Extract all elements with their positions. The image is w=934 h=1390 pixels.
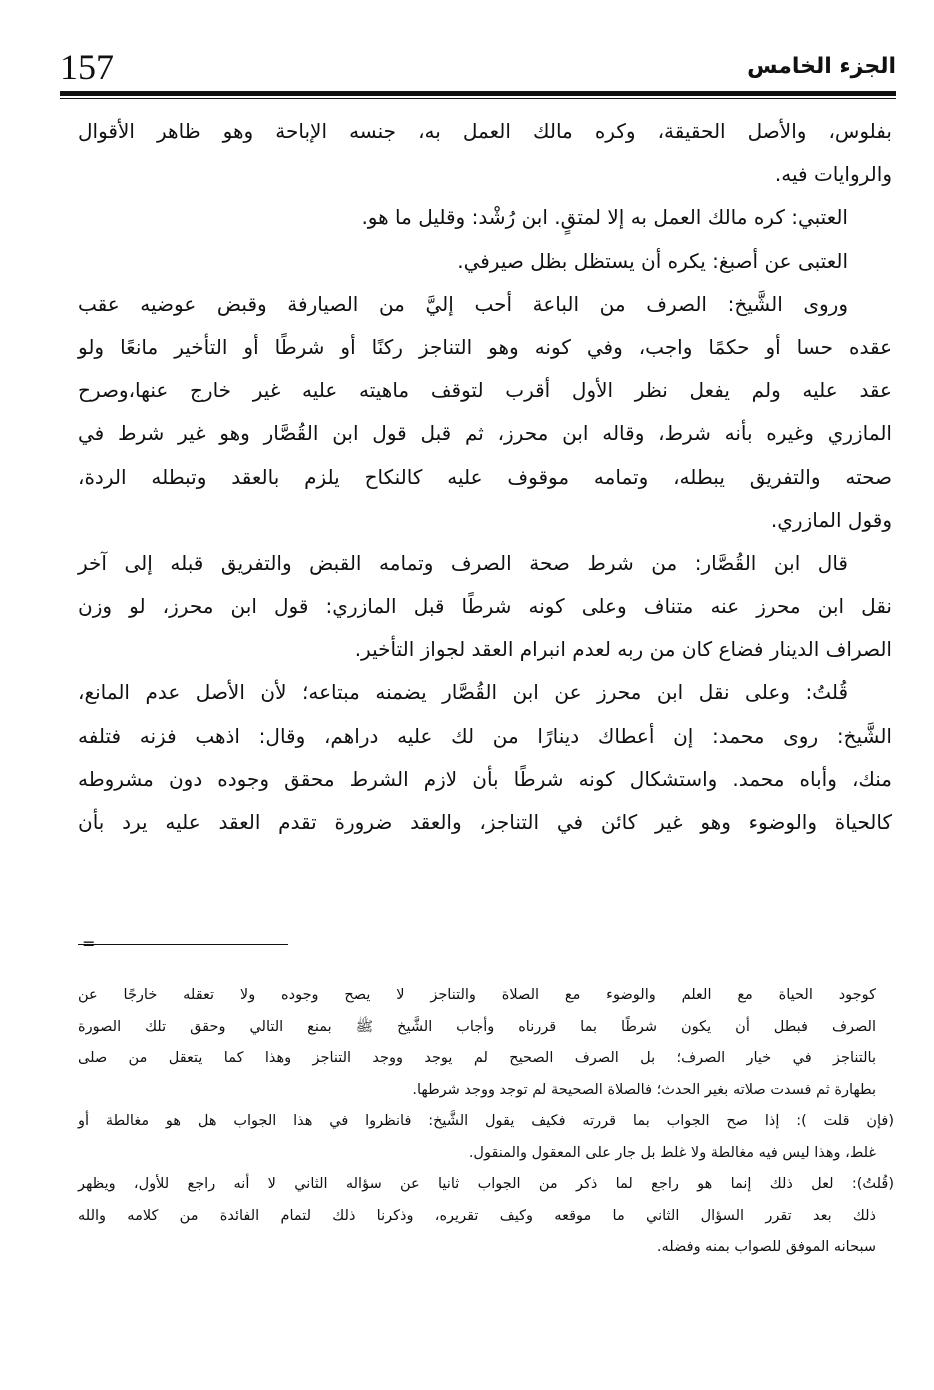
- header-rule-thick: [60, 91, 896, 96]
- footnote-line: كوجود الحياة مع العلم والوضوء مع الصلاة والتناجز لا يصح وجوده ولا تعقله خارجًا عن: [78, 987, 876, 1003]
- footnote-line: (قُلتُ): لعل ذلك إنما هو راجع لما ذكر من الجواب ثانيا عن سؤاله الثاني لا أنه راجع للأول، ويظهر: [78, 1176, 894, 1192]
- text-line: والروايات فيه.: [774, 162, 892, 187]
- footnote-line: بالتناجز في خيار الصرف؛ بل الصرف الصحيح لم يوجد ووجد التناجز وهذا كما يتعقل من صلى: [78, 1050, 876, 1066]
- text-line: عقده حسا أو حكمًا واجب، وفي كونه وهو التناجز ركنًا أو شرطًا أو التأخير مانعًا ولو: [78, 334, 892, 359]
- text-line: نقل ابن محرز عنه متناف وعلى كونه شرطًا قبل المازري: قول ابن محرز، لو وزن: [78, 594, 892, 619]
- text-line: بفلوس، والأصل الحقيقة، وكره مالك العمل به، جنسه الإباحة وهو ظاهر الأقوال: [78, 119, 892, 143]
- header-rule-thin: [60, 98, 896, 99]
- footnote-separator: [78, 944, 288, 945]
- text-line: المازري وغيره بأنه شرط، وقاله ابن محرز، ثم قبل قول ابن القُصَّار وهو غير شرط في: [78, 421, 892, 446]
- page-header: [60, 40, 896, 90]
- footnote-line: الصرف فبطل أن يكون شرطًا بما قررناه وأجاب الشَّيخ ﷺ بمنع التالي وحقق تلك الصورة: [78, 1018, 876, 1035]
- text-line: عقد عليه ولم يفعل نظر الأول أقرب لتوقف ماهيته عليه غير خارج عنها،وصرح: [78, 378, 892, 403]
- footnote-line: بطهارة ثم فسدت صلاته بغير الحدث؛ فالصلاة الصحيحة لم توجد ووجد شرطها.: [412, 1081, 876, 1098]
- footnote-line: سبحانه الموفق للصواب بمنه وفضله.: [656, 1239, 876, 1255]
- footnote-line: غلط، وهذا ليس فيه مغالطة ولا غلط بل جار على المعقول والمنقول.: [468, 1144, 876, 1161]
- running-title: الجزء الخامس: [747, 54, 896, 79]
- text-line: قال ابن القُصَّار: من شرط صحة الصرف وتمامه القبض والتفريق قبله إلى آخر: [78, 550, 848, 575]
- continuation-mark: =: [82, 934, 96, 953]
- page-number: 157: [60, 47, 114, 87]
- text-line: وروى الشَّيخ: الصرف من الباعة أحب إليَّ من الصيارفة وقبض عوضيه عقب: [78, 291, 848, 316]
- footnote-line: (فإن قلت ): إذا صح الجواب بما قررته فكيف يقول الشَّيخ: فانظروا في هذا الجواب هل هو مغالطة أو: [78, 1113, 894, 1129]
- text-line: كالحياة والوضوء وهو غير كائن في التناجز، والعقد ضرورة تقدم العقد عليه يرد بأن: [78, 810, 892, 834]
- text-line: صحته والتفريق يبطله، وتمامه موقوف عليه كالنكاح يلزم بالعقد وتبطله الردة،: [78, 464, 892, 489]
- text-line: منك، وأباه محمد. واستشكال كونه شرطًا بأن لازم الشرط محقق وجوده دون مشروطه: [78, 766, 892, 791]
- text-line: العتبي: كره مالك العمل به إلا لمتقٍ. ابن رُشْد: وقليل ما هو.: [361, 205, 848, 230]
- text-line: الشَّيخ: روى محمد: إن أعطاك دينارًا من لك عليه دراهم، وقال: اذهب فزنه فتلفه: [78, 723, 892, 748]
- footnote-line: ذلك بعد تقرر السؤال الثاني ما موقعه وكيف تقريره، وذكرنا ذلك لتمام الفائدة من كلامه والله: [78, 1207, 876, 1224]
- text-line: العتبى عن أصبغ: يكره أن يستظل بظل صيرفي.: [457, 248, 848, 273]
- text-line: قُلتُ: وعلى نقل ابن محرز عن ابن القُصَّار يضمنه مبتاعه؛ لأن الأصل عدم المانع،: [78, 680, 848, 705]
- text-line: الصراف الدينار فضاع كان من ربه لعدم انبرام العقد لجواز التأخير.: [354, 637, 892, 662]
- main-text: [78, 110, 892, 844]
- text-line: وقول المازري.: [770, 507, 892, 532]
- footnotes: [78, 980, 894, 1264]
